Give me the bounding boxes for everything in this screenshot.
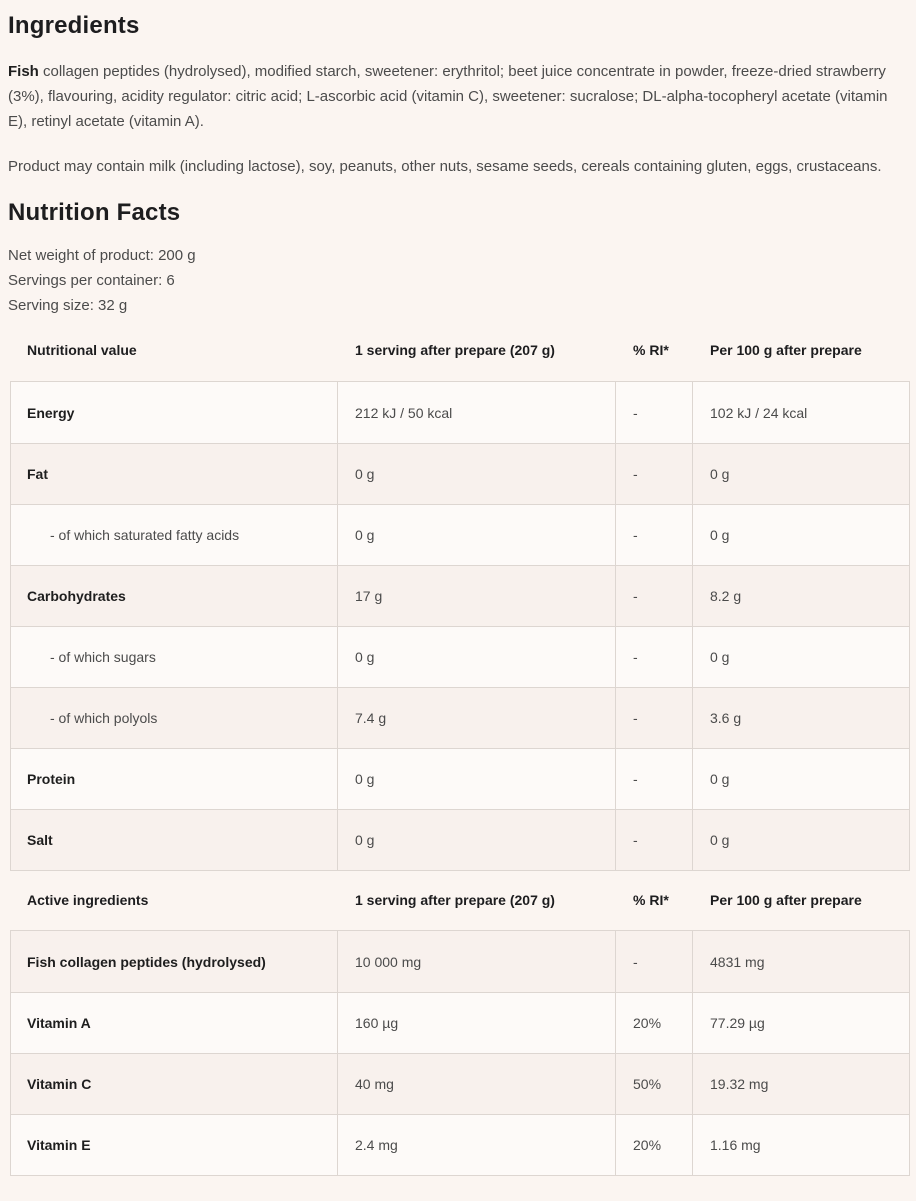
per-100g-value: 3.6 g (692, 688, 909, 748)
nutrient-label: Salt (27, 832, 53, 848)
table-row (11, 931, 909, 992)
column-header-serving: 1 serving after prepare (207 g) (355, 342, 555, 358)
table-row (11, 992, 909, 1053)
ri-value: - (615, 810, 692, 870)
ri-value: - (615, 382, 692, 443)
per-100g-value: 0 g (692, 444, 909, 504)
table-row (11, 1053, 909, 1114)
serving-size-text: Serving size: 32 g (8, 297, 128, 314)
table-row (11, 504, 909, 565)
nutrient-label: - of which polyols (50, 710, 158, 726)
column-header-serving: 1 serving after prepare (207 g) (355, 892, 555, 908)
column-header-per-100g: Per 100 g after prepare (710, 892, 862, 908)
serving-value: 0 g (337, 749, 615, 809)
active-ingredients-table (10, 930, 910, 1176)
ingredients-heading: Ingredients (8, 12, 140, 39)
table-row (11, 1114, 909, 1175)
column-header-ri: % RI* (633, 342, 669, 358)
nutrient-label: Vitamin C (27, 1076, 92, 1092)
allergen-note: Product may contain milk (including lactose), soy, peanuts, other nuts, sesame seeds, cereals containing gluten, eggs, crustaceans. (8, 158, 882, 175)
nutrient-label: Vitamin A (27, 1015, 91, 1031)
serving-value: 0 g (337, 627, 615, 687)
ri-value: - (615, 627, 692, 687)
ri-value: - (615, 444, 692, 504)
per-100g-value: 4831 mg (692, 931, 909, 992)
nutrient-label: Vitamin E (27, 1137, 91, 1153)
ingredients-description (8, 59, 906, 134)
table-row (11, 626, 909, 687)
active-ingredients-table-header (10, 892, 910, 909)
ri-value: 20% (615, 993, 692, 1053)
nutrient-label: - of which saturated fatty acids (50, 527, 240, 543)
table-row (11, 748, 909, 809)
nutrition-facts-heading: Nutrition Facts (8, 199, 181, 226)
nutritional-value-table-header (10, 342, 910, 359)
per-100g-value: 19.32 mg (692, 1054, 909, 1114)
serving-value: 0 g (337, 505, 615, 565)
ri-value: 20% (615, 1115, 692, 1175)
serving-value: 2.4 mg (337, 1115, 615, 1175)
table-row (11, 565, 909, 626)
serving-value: 0 g (337, 810, 615, 870)
serving-value: 40 mg (337, 1054, 615, 1114)
nutritional-value-table (10, 381, 910, 871)
column-header-per-100g: Per 100 g after prepare (710, 342, 862, 358)
table-row (11, 382, 909, 443)
nutrient-label: - of which sugars (50, 649, 156, 665)
ri-value: - (615, 688, 692, 748)
column-header-ri: % RI* (633, 892, 669, 908)
serving-value: 212 kJ / 50 kcal (337, 382, 615, 443)
table-row (11, 443, 909, 504)
ri-value: - (615, 566, 692, 626)
nutrition-meta (8, 243, 910, 318)
net-weight-text: Net weight of product: 200 g (8, 247, 196, 264)
ri-value: - (615, 931, 692, 992)
servings-per-container-text: Servings per container: 6 (8, 272, 175, 289)
per-100g-value: 1.16 mg (692, 1115, 909, 1175)
nutrient-label: Carbohydrates (27, 588, 126, 604)
column-header-active-ingredients: Active ingredients (27, 892, 149, 908)
serving-value: 7.4 g (337, 688, 615, 748)
table-row (11, 687, 909, 748)
per-100g-value: 0 g (692, 627, 909, 687)
ri-value: - (615, 505, 692, 565)
serving-value: 10 000 mg (337, 931, 615, 992)
per-100g-value: 77.29 µg (692, 993, 909, 1053)
per-100g-value: 0 g (692, 749, 909, 809)
ingredients-description-text: collagen peptides (hydrolysed), modified starch, sweetener: erythritol; beet juice concentrate in powder, freeze-dried strawberry (3%), flavouring, acidity regulator: citric acid; L-ascorbic acid (vitamin C), sweetener: sucralose; DL-alpha-tocopheryl acetate (vitamin E), retinyl acetate (vitamin A). (8, 63, 888, 130)
nutrient-label: Energy (27, 404, 75, 421)
serving-value: 160 µg (337, 993, 615, 1053)
ingredients-lead-word: Fish (8, 63, 39, 80)
nutrient-label: Fat (27, 466, 48, 482)
per-100g-value: 0 g (692, 810, 909, 870)
serving-value: 0 g (337, 444, 615, 504)
ri-value: 50% (615, 1054, 692, 1114)
nutrient-label: Protein (27, 771, 76, 787)
per-100g-value: 0 g (692, 505, 909, 565)
per-100g-value: 102 kJ / 24 kcal (692, 382, 909, 443)
per-100g-value: 8.2 g (692, 566, 909, 626)
column-header-nutritional-value: Nutritional value (27, 342, 137, 358)
nutrient-label: Fish collagen peptides (hydrolysed) (27, 953, 266, 970)
ri-value: - (615, 749, 692, 809)
table-row (11, 809, 909, 870)
serving-value: 17 g (337, 566, 615, 626)
